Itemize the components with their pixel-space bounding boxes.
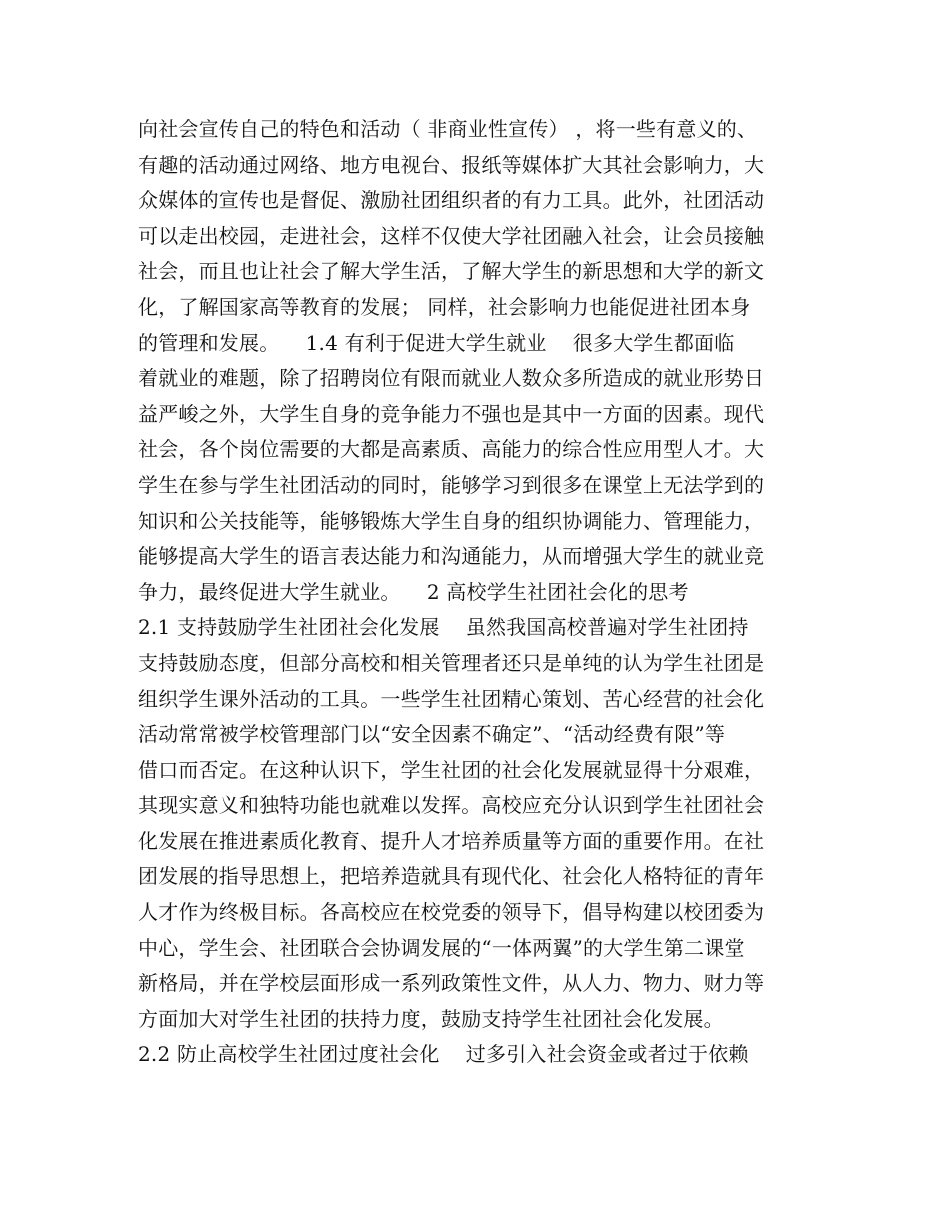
text-line: 新格局，并在学校层面形成一系列政策性文件，从人力、物力、财力等 [138,971,765,996]
text-line: 2.2 防止高校学生社团过度社会化 过多引入社会资金或者过于依赖 [138,1042,749,1067]
text-line: 知识和公关技能等，能够锻炼大学生自身的组织协调能力、管理能力， [138,508,765,533]
text-line: 借口而否定。在这种认识下，学生社团的社会化发展就显得十分艰难， [138,757,765,782]
text-line: 有趣的活动通过网络、地方电视台、报纸等媒体扩大其社会影响力，大 [138,152,765,177]
text-line: 2.1 支持鼓励学生社团社会化发展 虽然我国高校普遍对学生社团持 [138,615,749,640]
text-line: 可以走出校园，走进社会，这样不仅使大学社团融入社会，让会员接触 [138,223,765,248]
text-line: 争力，最终促进大学生就业。 2 高校学生社团社会化的思考 [138,579,689,604]
text-line: 支持鼓励态度，但部分高校和相关管理者还只是单纯的认为学生社团是 [138,650,765,675]
text-line: 社会，各个岗位需要的大都是高素质、高能力的综合性应用型人才。大 [138,437,765,462]
text-line: 众媒体的宣传也是督促、激励社团组织者的有力工具。此外，社团活动 [138,188,765,213]
text-line: 人才作为终极目标。各高校应在校党委的领导下，倡导构建以校团委为 [138,900,765,925]
text-line: 方面加大对学生社团的扶持力度，鼓励支持学生社团社会化发展。 [138,1006,724,1031]
text-line: 化，了解国家高等教育的发展； 同样，社会影响力也能促进社团本身 [138,294,751,319]
text-line: 其现实意义和独特功能也就难以发挥。高校应充分认识到学生社团社会 [138,793,765,818]
text-line: 中心，学生会、社团联合会协调发展的“一体两翼”的大学生第二课堂 [138,935,745,960]
text-line: 活动常常被学校管理部门以“安全因素不确定”、“活动经费有限”等 [138,722,726,747]
text-line: 向社会宣传自己的特色和活动（ 非商业性宣传） ，将一些有意义的、 [138,117,758,141]
text-line: 的管理和发展。 1.4 有利于促进大学生就业 很多大学生都面临 [138,330,735,355]
body-text [138,112,828,1073]
text-line: 益严峻之外，大学生自身的竞争能力不强也是其中一方面的因素。现代 [138,401,765,426]
text-line: 组织学生课外活动的工具。一些学生社团精心策划、苦心经营的社会化 [138,686,765,711]
text-line: 化发展在推进素质化教育、提升人才培养质量等方面的重要作用。在社 [138,828,765,853]
text-line: 团发展的指导思想上，把培养造就具有现代化、社会化人格特征的青年 [138,864,765,889]
text-line: 学生在参与学生社团活动的同时，能够学习到很多在课堂上无法学到的 [138,472,765,497]
text-line: 能够提高大学生的语言表达能力和沟通能力，从而增强大学生的就业竞 [138,544,765,569]
text-line: 着就业的难题，除了招聘岗位有限而就业人数众多所造成的就业形势日 [138,366,765,391]
text-line: 社会，而且也让社会了解大学生活，了解大学生的新思想和大学的新文 [138,259,765,284]
